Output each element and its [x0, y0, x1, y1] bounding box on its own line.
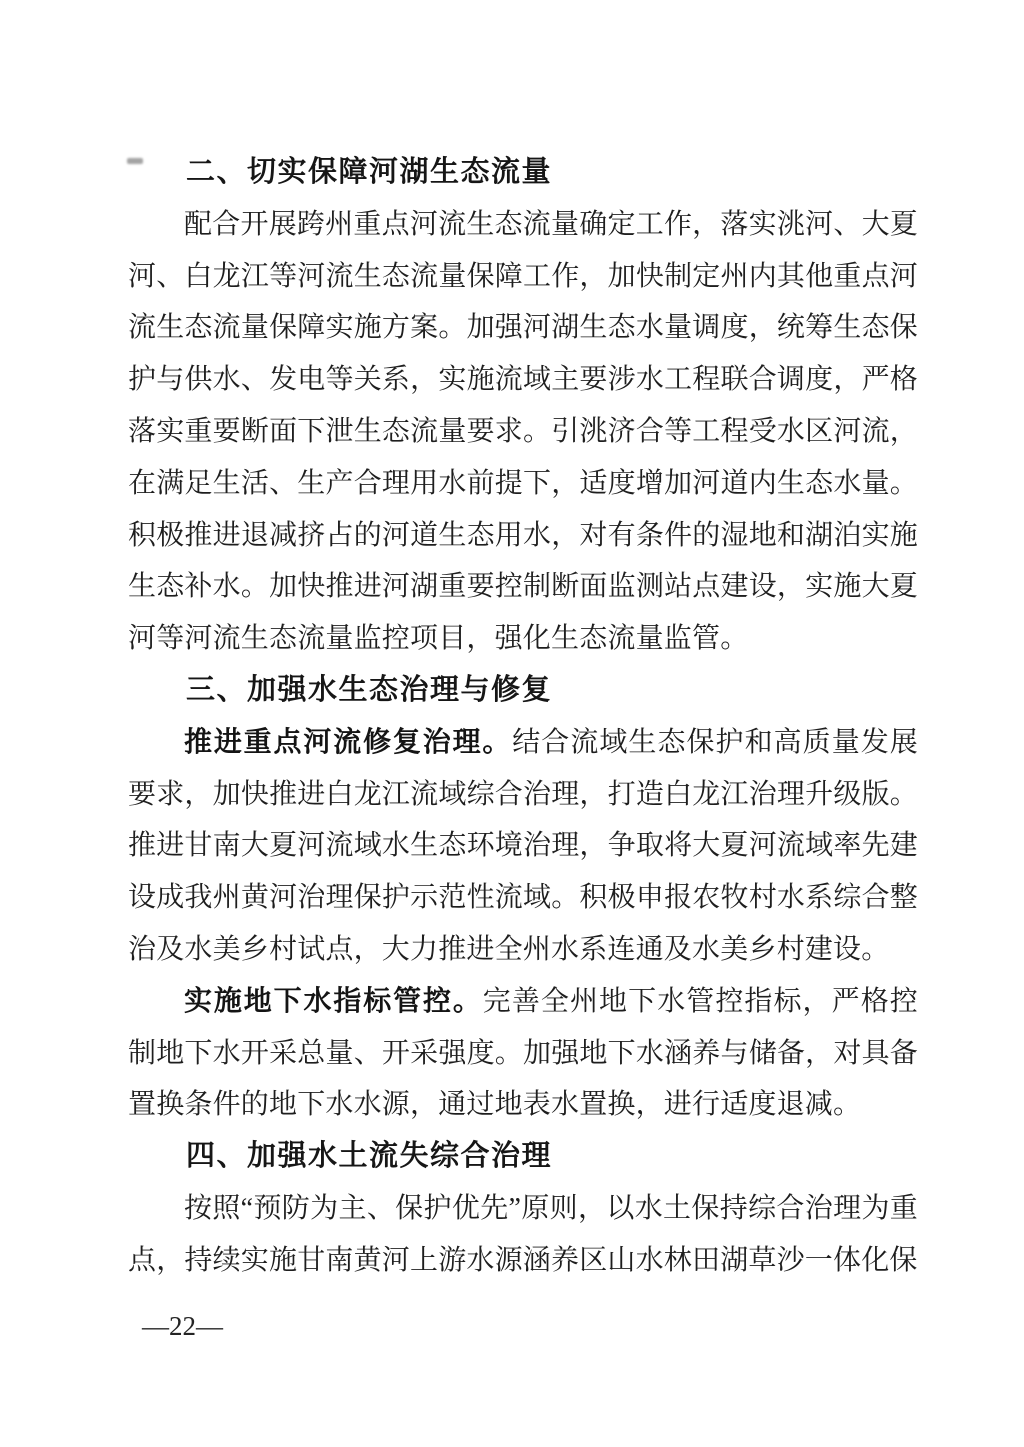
paragraph-lead-bold: 实施地下水指标管控。 [184, 985, 483, 1017]
paragraph-lead-bold: 推进重点河流修复治理。 [184, 726, 513, 758]
paragraph-section-2: 配合开展跨州重点河流生态流量确定工作，落实洮河、大夏河、白龙江等河流生态流量保障工作，加快制定州内其他重点河流生态流量保障实施方案。加强河湖生态水量调度，统筹生态保护与供水、发电等关系，实施流域主要涉水工程联合调度，严格落实重要断面下泄生态流量要求。引洮济合等工程受水区河流，在满足生活、生产合理用水前提下，适度增加河道内生态水量。积极推进退减挤占的河道生态用水，对有条件的湿地和湖泊实施生态补水。加快推进河湖重要控制断面监测站点建设，实施大夏河等河流生态流量监控项目，强化生态流量监管。 [128, 208, 918, 655]
paragraph-text: 结合流域生态保护和高质量发展要求，加快推进白龙江流域综合治理，打造白龙江治理升级版。推进甘南大夏河流域水生态环境治理，争取将大夏河流域率先建设成我州黄河治理保护示范性流域。积极申报农牧村水系综合整治及水美乡村试点，大力推进全州水系连通及水美乡村建设。 [128, 726, 918, 965]
section-heading-4: 四、加强水土流失综合治理 [186, 1140, 553, 1173]
paragraph-section-3-1 [128, 717, 918, 976]
paragraph-section-4: 按照“预防为主、保护优先”原则，以水土保持综合治理为重点，持续实施甘南黄河上游水源涵养区山水林田湖草沙一体化保 [128, 1192, 918, 1276]
page-number: —22— [142, 1311, 223, 1341]
document-body [128, 147, 918, 1287]
paragraph-text: 完善全州地下水管控指标，严格控制地下水开采总量、开采强度。加强地下水涵养与储备，对具备置换条件的地下水水源，通过地表水置换，进行适度退减。 [128, 985, 918, 1121]
section-heading-2: 二、切实保障河湖生态流量 [186, 156, 553, 188]
paragraph-section-3-2 [128, 976, 918, 1131]
section-heading-3: 三、加强水生态治理与修复 [186, 673, 553, 706]
